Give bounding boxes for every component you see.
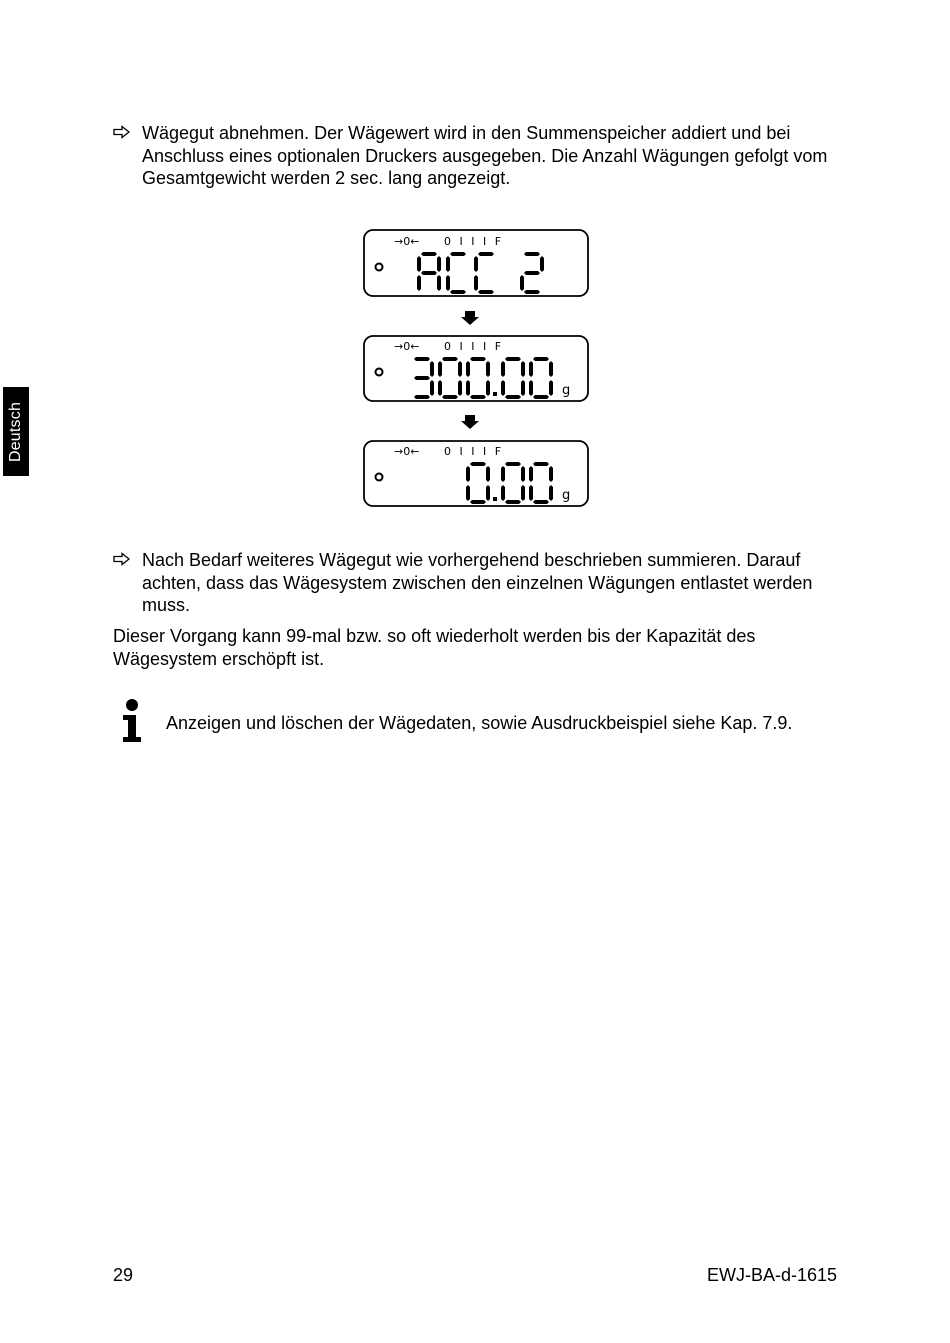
hollow-arrow-icon <box>113 125 131 139</box>
document-code: EWJ-BA-d-1615 <box>706 1265 837 1285</box>
bullet-item <box>113 122 853 190</box>
language-tab <box>3 387 29 476</box>
zero-indicator: →0← <box>394 340 420 353</box>
status-marks: 0 I I I F <box>444 235 504 248</box>
zero-indicator: →0← <box>394 235 420 248</box>
unit-label: g <box>562 383 571 398</box>
status-marks: 0 I I I F <box>444 445 504 458</box>
zero-indicator: →0← <box>394 445 420 458</box>
info-note-text: Anzeigen und löschen der Wägedaten, sowie Ausdruckbeispiel siehe Kap. 7.9. <box>166 713 793 733</box>
body-paragraph: Dieser Vorgang kann 99-mal bzw. so oft wiederholt werden bis der Kapazität des Wägesystem erschöpft ist. <box>113 626 756 669</box>
language-tab-label: Deutsch <box>7 401 25 462</box>
info-icon <box>120 699 146 743</box>
hollow-arrow-icon <box>113 552 131 566</box>
lcd-display <box>364 441 588 506</box>
bullet-item <box>113 549 853 617</box>
down-arrow-icon <box>461 311 479 325</box>
lcd-display <box>364 230 588 296</box>
bullet-text: Nach Bedarf weiteres Wägegut wie vorhergehend beschrieben summieren. Darauf achten, dass das Wägesystem zwischen den einzelnen Wägungen entlastet werden muss. <box>142 550 813 615</box>
down-arrow-icon <box>461 415 479 429</box>
status-marks: 0 I I I F <box>444 340 504 353</box>
bullet-text: Wägegut abnehmen. Der Wägewert wird in den Summenspeicher addiert und bei Anschluss eines optionalen Druckers ausgegeben. Die Anzahl Wägungen gefolgt vom Gesamtgewicht werden 2 sec. lang angezeigt. <box>142 123 828 188</box>
unit-label: g <box>562 488 571 503</box>
scale-display-sequence <box>362 228 592 510</box>
page-number: 29 <box>113 1265 134 1285</box>
lcd-display <box>364 336 588 401</box>
